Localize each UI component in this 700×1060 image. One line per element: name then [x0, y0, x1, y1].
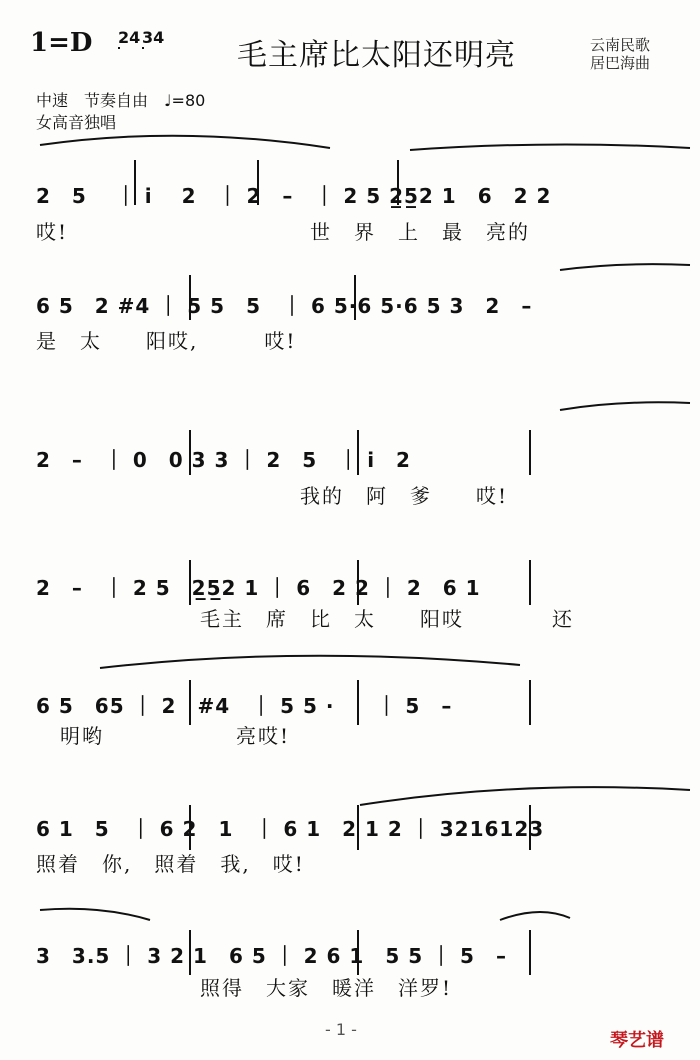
lyric-line: 明哟 亮哎! [60, 724, 291, 748]
slur-line [40, 909, 150, 920]
lyric-line: 毛主 席 比 太 阳哎 还 [200, 607, 574, 631]
credit-composer: 居巴海曲 [590, 54, 651, 72]
notation-line: 6 1 5 ｜ 6 2 1 ｜ 6 1 2 1 2 ｜ 3216123 [36, 817, 545, 841]
notation-line: 2 – ｜ 2 5 2̲5̲2 1 ｜ 6 2 2 ｜ 2 6 1 [36, 576, 481, 600]
slur-line [410, 144, 690, 150]
slur-line [100, 656, 520, 668]
tempo-marking: 中速 节奏自由 ♩=80 [36, 91, 206, 110]
time-signature-3-4: 3 4 [142, 28, 165, 47]
slur-line [560, 264, 690, 270]
time-signature-2-4: 2 4 [118, 28, 141, 47]
slur-line [40, 136, 330, 148]
lyric-line: 照得 大家 暖洋 洋罗! [200, 976, 453, 1000]
notation-line: 2 5 ｜ i 2 ｜ 2 – ｜ 2 5 2̲5̲2 1 6 2 2 [36, 184, 552, 208]
slur-line [360, 787, 690, 805]
lyric-line: 照着 你, 照着 我, 哎! [36, 852, 305, 876]
key-signature: 1=D [30, 28, 93, 58]
lyric-line: 哎! 世 界 上 最 亮的 [36, 220, 531, 244]
notation-line: 3 3.5 ｜ 3 2 1 6 5 ｜ 2 6 1 5 5 ｜ 5 – [36, 944, 507, 968]
song-title: 毛主席比太阳还明亮 [237, 38, 516, 73]
notation-line: 2 – ｜ 0 0 3 3 ｜ 2 5 ｜ i 2 [36, 448, 411, 472]
notation-line: 6 5 65 ｜ 2 #4 ｜ 5 5 · ｜ 5 – [36, 694, 453, 718]
voice-marking: 女高音独唱 [36, 113, 117, 132]
credit-source: 云南民歌 [590, 36, 651, 54]
lyric-line: 我的 阿 爹 哎! [300, 484, 509, 508]
notation-line: 6 5 2 #4 ｜ 5 5 5 ｜ 6 5·6 5·6 5 3 2 – [36, 294, 533, 318]
slur-line [500, 912, 570, 920]
slur-line [560, 402, 690, 410]
watermark-logo: 琴艺谱 [610, 1030, 664, 1051]
lyric-line: 是 太 阳哎, 哎! [36, 329, 297, 353]
page-number: - 1 - [325, 1020, 357, 1039]
